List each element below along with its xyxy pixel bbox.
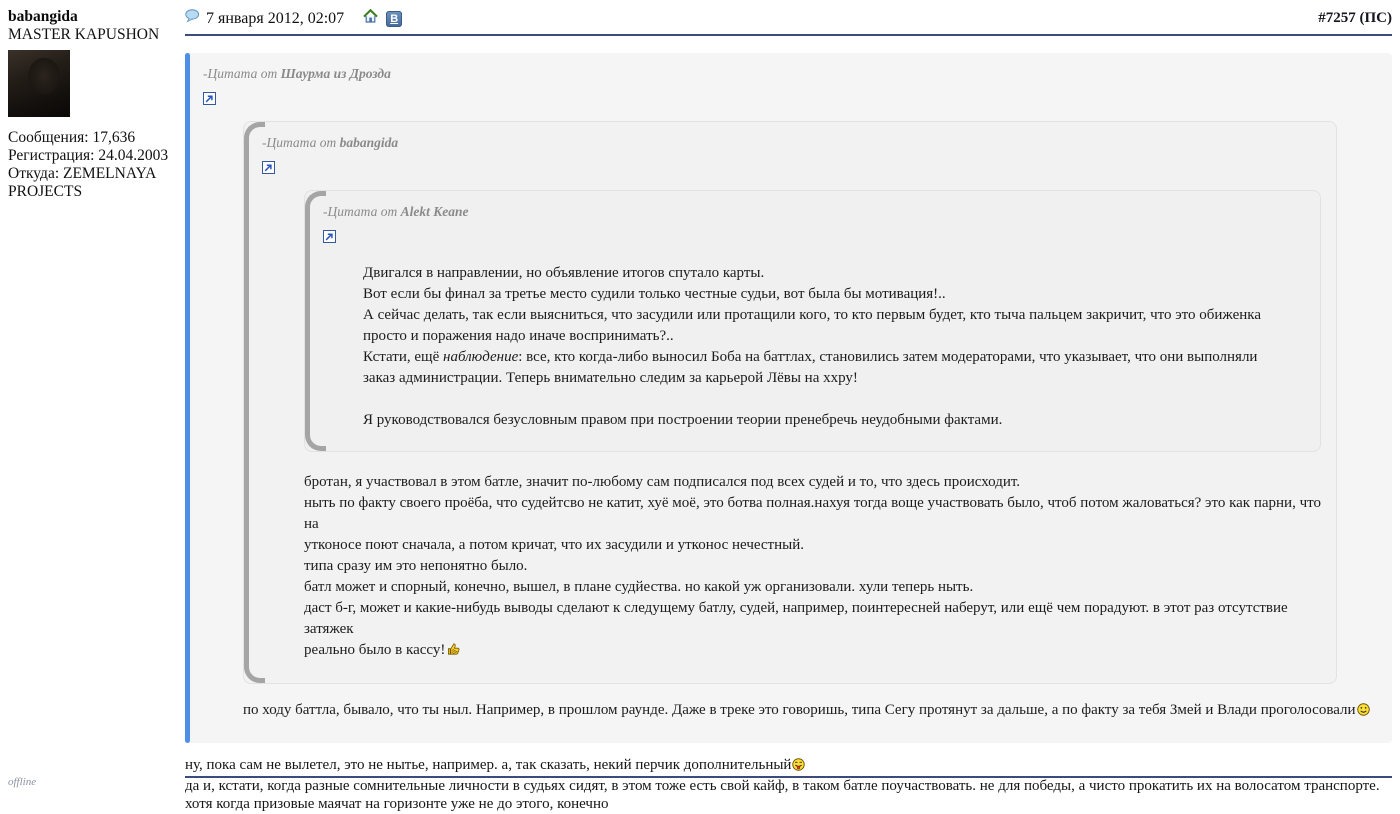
quote-text-line: даст б-г, может и какие-нибудь выводы сделают к следущему батлу, судей, например, поинтересней наберут, или ещё чем порадуют. в этот раз отсутствие затяжек: [304, 600, 1288, 637]
jump-to-post-icon[interactable]: [203, 92, 216, 105]
comment-bubble-icon: [185, 9, 200, 28]
post-bottom-divider: [185, 776, 1392, 778]
quote-text-line: Я руководствовался безусловным правом при построении теории пренебречь неудобными фактами.: [363, 412, 1003, 428]
quote-text-line: типа сразу им это непонятно было.: [304, 558, 528, 574]
username-link[interactable]: babangida: [8, 8, 78, 25]
quote-text-italic: наблюдение: [443, 349, 519, 365]
jump-to-post-icon[interactable]: [262, 161, 275, 174]
vk-icon[interactable]: B: [386, 11, 402, 27]
home-icon[interactable]: [362, 8, 379, 29]
post-body: [185, 756, 1392, 814]
post-header: [185, 8, 1392, 29]
thumbsup-icon: [446, 641, 461, 663]
user-title: MASTER KAPUSHON: [8, 26, 160, 43]
tongue-icon: [792, 758, 805, 777]
quote-text-segment: : все, кто когда-либо выносил Боба на баттлах, становились затем модераторами, что указывает, что они выполняли: [518, 349, 1258, 365]
status-badge: offline: [8, 776, 37, 788]
post-date: 7 января 2012, 02:07: [206, 9, 345, 27]
quote-babangida: [243, 121, 1337, 684]
quote-shaurma-body: [243, 700, 1376, 723]
post-number-link[interactable]: #7257 (ПС): [1318, 10, 1392, 26]
quote-text-line: заказ администрации. Теперь внимательно следим за карьерой Лёвы на ххру!: [363, 370, 858, 386]
blank-line: [363, 389, 1306, 410]
user-stat-messages: Сообщения: 17,636: [8, 129, 136, 146]
quote-text-line: бротан, я участвовал в этом батле, значит по-любому сам подписался под всех судей и то, что здесь происходит.: [304, 474, 1021, 490]
header-divider: [185, 34, 1392, 36]
user-stats: [8, 129, 180, 201]
quote-alekt-body: [363, 263, 1306, 431]
quote-alekt: [304, 190, 1321, 452]
post-container: [185, 8, 1392, 814]
quote-text-line: [304, 640, 1321, 663]
quote-babangida-body: [304, 472, 1321, 663]
quote-author: Alekt Keane: [400, 204, 469, 219]
quote-text-line: Двигался в направлении, но объявление итогов спутало карты.: [363, 265, 765, 281]
quote-text-line: батл может и спорный, конечно, вышел, в плане судйества. но какой уж организовали. хули теперь ныть.: [304, 579, 974, 595]
quote-babangida-header: [262, 135, 1336, 150]
quote-label: -Цитата от: [203, 66, 278, 81]
post-text-segment: ну, пока сам не вылетел, это не нытье, например. а, так сказать, некий перчик дополнительный: [185, 757, 792, 773]
quote-shaurma-header: [203, 66, 1392, 81]
quote-text-segment: Кстати, ещё: [363, 349, 443, 365]
quote-text-line: Вот если бы финал за третье место судили только честные судьи, вот была бы мотивация!..: [363, 286, 946, 302]
smile-icon: [1357, 702, 1370, 723]
quote-author: Шаурма из Дрозда: [280, 66, 391, 81]
quote-text-line: утконосе поют сначала, а потом кричат, что их засудили и утконос нечестный.: [304, 537, 804, 553]
quote-text-line: просто и поражения надо иначе воспринимать?..: [363, 328, 674, 344]
quote-label: -Цитата от: [262, 135, 337, 150]
user-stat-location: Откуда: ZEMELNAYA PROJECTS: [8, 165, 156, 200]
post-text-line: [185, 756, 1392, 777]
quote-shaurma: [185, 53, 1392, 743]
post-text-paragraph: да и, кстати, когда разные сомнительные личности в судьях сидят, в этом тоже есть свой кайф, в таком батле поучаствовать. не для победы, а чисто прокатить их на волосатом транспорте. хотя когда призовые маячат на горизонте уже не до этого, конечно: [185, 777, 1380, 812]
quote-alekt-header: [323, 204, 1320, 219]
quote-author: babangida: [339, 135, 399, 150]
quote-text-line: А сейчас делать, так если выясниться, что засудили или протащили кого, то кто первым будет, кто тыча пальцем закричит, что это обиженка: [363, 307, 1262, 323]
quote-text-segment: по ходу баттла, бывало, что ты ныл. Например, в прошлом раунде. Даже в треке это говоришь, типа Сегу протянут за дальше, а по факту за тебя Змей и Влади проголосовали: [243, 702, 1356, 718]
quote-label: -Цитата от: [323, 204, 398, 219]
quote-text-line: [363, 347, 1306, 368]
quote-text-segment: реально было в кассу!: [304, 642, 446, 658]
user-panel: [8, 8, 180, 201]
jump-to-post-icon[interactable]: [323, 230, 336, 243]
user-stat-registration: Регистрация: 24.04.2003: [8, 147, 169, 164]
quote-text-line: ныть по факту своего проёба, что судейтсво не катит, хуё моё, это ботва полная.нахуя тогда воще участвовать было, чтоб потом жаловаться? это как парни, что на: [304, 495, 1321, 532]
avatar[interactable]: [8, 50, 70, 117]
